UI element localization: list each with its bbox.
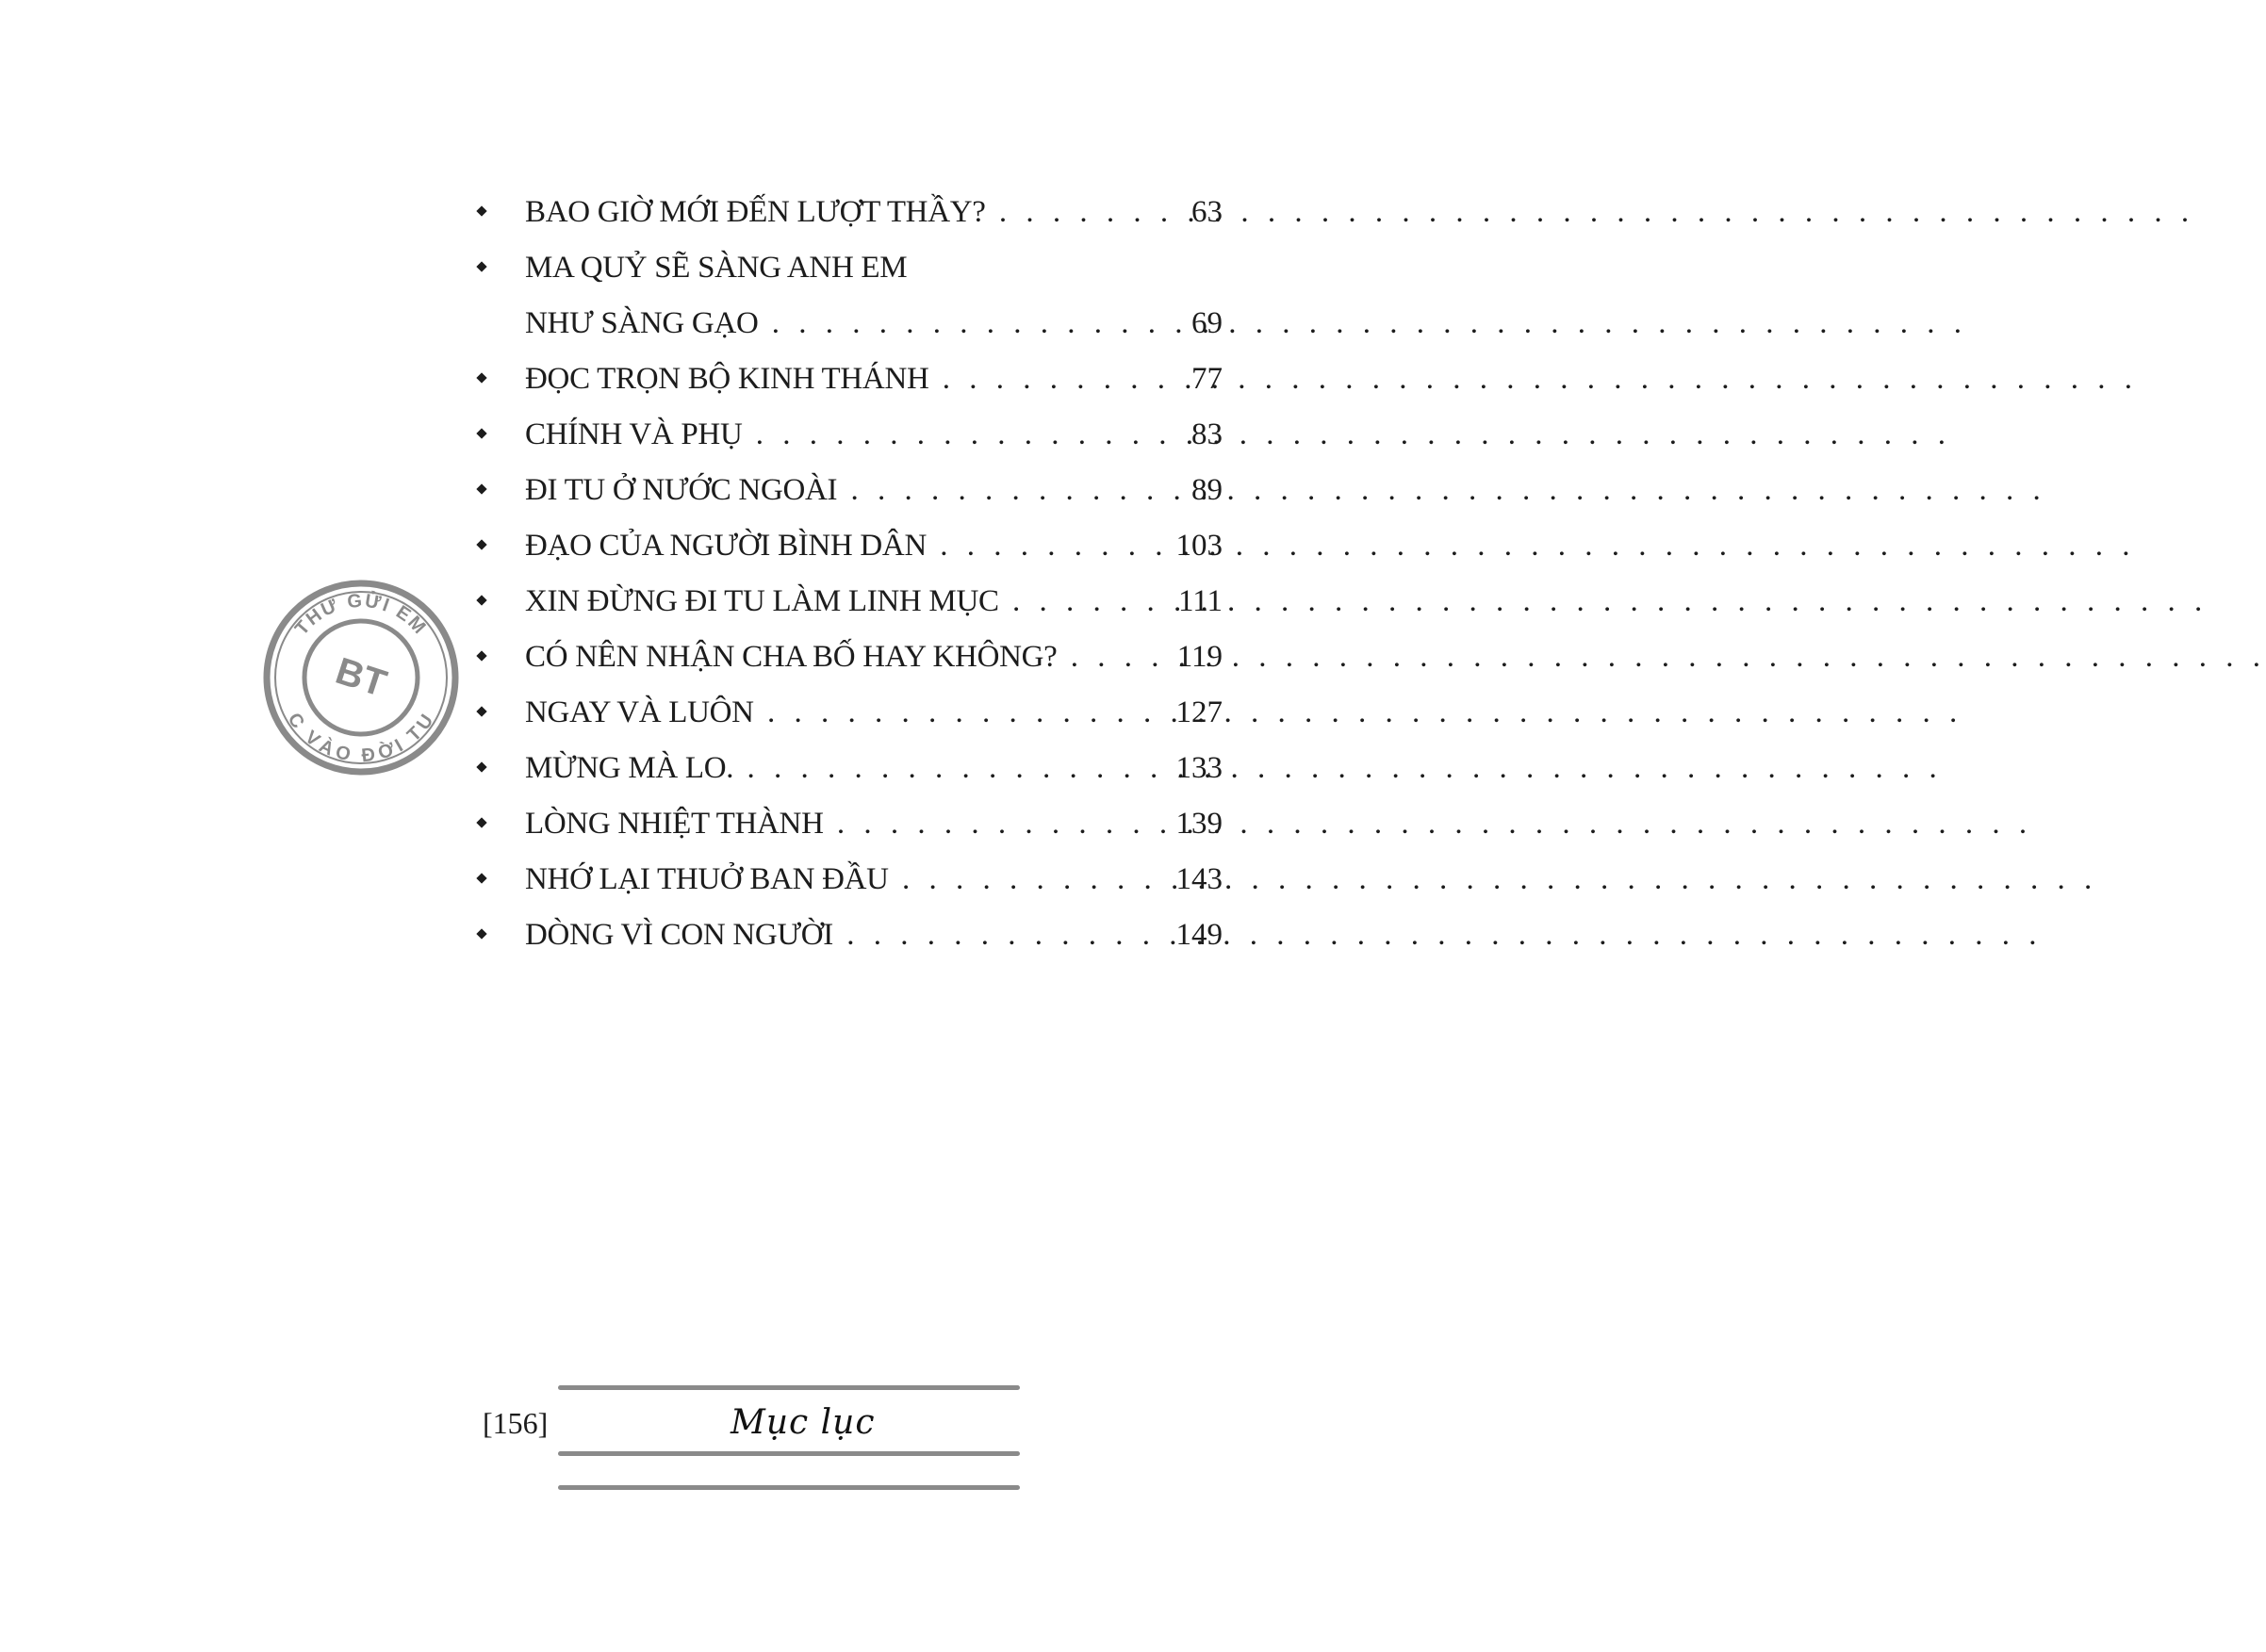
diamond-bullet-icon — [476, 539, 486, 549]
toc-entry-title-line: ĐỌC TRỌN BỘ KINH THÁNH . . . — [525, 352, 1142, 407]
footer-rule-bottom — [558, 1485, 1020, 1490]
toc-entry-page-number: 69 — [1191, 306, 1223, 340]
toc-entry-page-number: 119 — [1176, 640, 1223, 674]
toc-entry — [478, 574, 1232, 630]
page-number: [156] — [483, 1406, 549, 1440]
toc-entry-title-line: CÓ NÊN NHẬN CHA BỐ HAY KHÔNG? . . . — [525, 630, 1142, 685]
toc-entry-title — [525, 796, 1142, 852]
toc-entry-page-number: 149 — [1175, 918, 1223, 952]
stamp-top-text: THƯ GỬI EM — [290, 590, 431, 640]
toc-entry-page-number: 103 — [1175, 529, 1223, 563]
toc-entry — [478, 908, 1232, 963]
toc-entry-page-number: 143 — [1175, 862, 1223, 896]
diamond-bullet-icon — [476, 261, 486, 271]
toc-entry-title-line: NHỚ LẠI THUỞ BAN ĐẦU . . . — [525, 852, 1142, 908]
toc-entry — [478, 796, 1232, 852]
toc-entry-title-line: BAO GIỜ MỚI ĐẾN LƯỢT THẦY? . . . — [525, 185, 1142, 240]
toc-entry-page-number: 63 — [1191, 195, 1223, 229]
toc-entry — [478, 463, 1232, 518]
toc-entry-page-number: 77 — [1191, 362, 1223, 396]
toc-entry — [478, 352, 1232, 407]
toc-entry-title — [525, 240, 1142, 352]
toc-entry-title-line: ĐẠO CỦA NGƯỜI BÌNH DÂN . . . — [525, 518, 1142, 574]
toc-entry-page-number: 127 — [1175, 695, 1223, 729]
section-name: Mục lục — [731, 1403, 876, 1442]
toc-entry-title — [525, 852, 1142, 908]
toc-entry-title — [525, 518, 1142, 574]
diamond-bullet-icon — [476, 928, 486, 939]
toc-entry — [478, 240, 1232, 352]
toc-entry — [478, 518, 1232, 574]
toc-entry-title-line: LÒNG NHIỆT THÀNH . . . — [525, 796, 1142, 852]
stamp-logo — [262, 579, 439, 777]
toc-entry-title-line: MỪNG MÀ LO. . . . — [525, 741, 1142, 796]
diamond-bullet-icon — [476, 372, 486, 383]
toc-entry-title-line: NHƯ SÀNG GẠO . . . — [525, 296, 1142, 352]
toc-entry-page-number: 133 — [1175, 751, 1223, 785]
toc-entry-title — [525, 407, 1142, 463]
diamond-bullet-icon — [476, 483, 486, 494]
stamp-center-text: BT — [330, 649, 392, 706]
toc-entry — [478, 630, 1232, 685]
toc-entry-title-line: ĐI TU Ở NƯỚC NGOÀI . . . — [525, 463, 1142, 518]
toc-entry-page-number: 89 — [1191, 473, 1223, 507]
table-of-contents — [478, 185, 1232, 963]
toc-entry-title — [525, 185, 1142, 240]
toc-entry-title-line: XIN ĐỪNG ĐI TU LÀM LINH MỤC . . . — [525, 574, 1142, 630]
toc-entry-title — [525, 908, 1142, 963]
diamond-bullet-icon — [476, 873, 486, 883]
footer-rule-top — [558, 1385, 1020, 1390]
toc-entry-page-number: 139 — [1175, 807, 1223, 841]
toc-entry-title-line: CHÍNH VÀ PHỤ . . . — [525, 407, 1142, 463]
toc-entry-page-number: 111 — [1177, 584, 1223, 618]
toc-entry-title-line: NGAY VÀ LUÔN . . . — [525, 685, 1142, 741]
toc-entry — [478, 741, 1232, 796]
diamond-bullet-icon — [476, 205, 486, 216]
toc-entry-page-number: 83 — [1191, 417, 1223, 451]
toc-entry-title — [525, 741, 1142, 796]
toc-entry-title — [525, 630, 1142, 685]
toc-entry — [478, 852, 1232, 908]
toc-entry-title — [525, 685, 1142, 741]
diamond-bullet-icon — [476, 817, 486, 827]
toc-entry-title-line: DÒNG VÌ CON NGƯỜI . . . — [525, 908, 1142, 963]
diamond-bullet-icon — [476, 428, 486, 438]
footer-rule-middle — [558, 1451, 1020, 1456]
toc-entry-title — [525, 463, 1142, 518]
stamp-bottom-text: C VÀO ĐỜI TU — [283, 709, 439, 767]
toc-entry-title — [525, 574, 1142, 630]
toc-entry — [478, 685, 1232, 741]
toc-entry — [478, 185, 1232, 240]
toc-entry-title — [525, 352, 1142, 407]
toc-entry — [478, 407, 1232, 463]
toc-entry-title-line: MA QUỶ SẼ SÀNG ANH EM — [525, 251, 908, 285]
